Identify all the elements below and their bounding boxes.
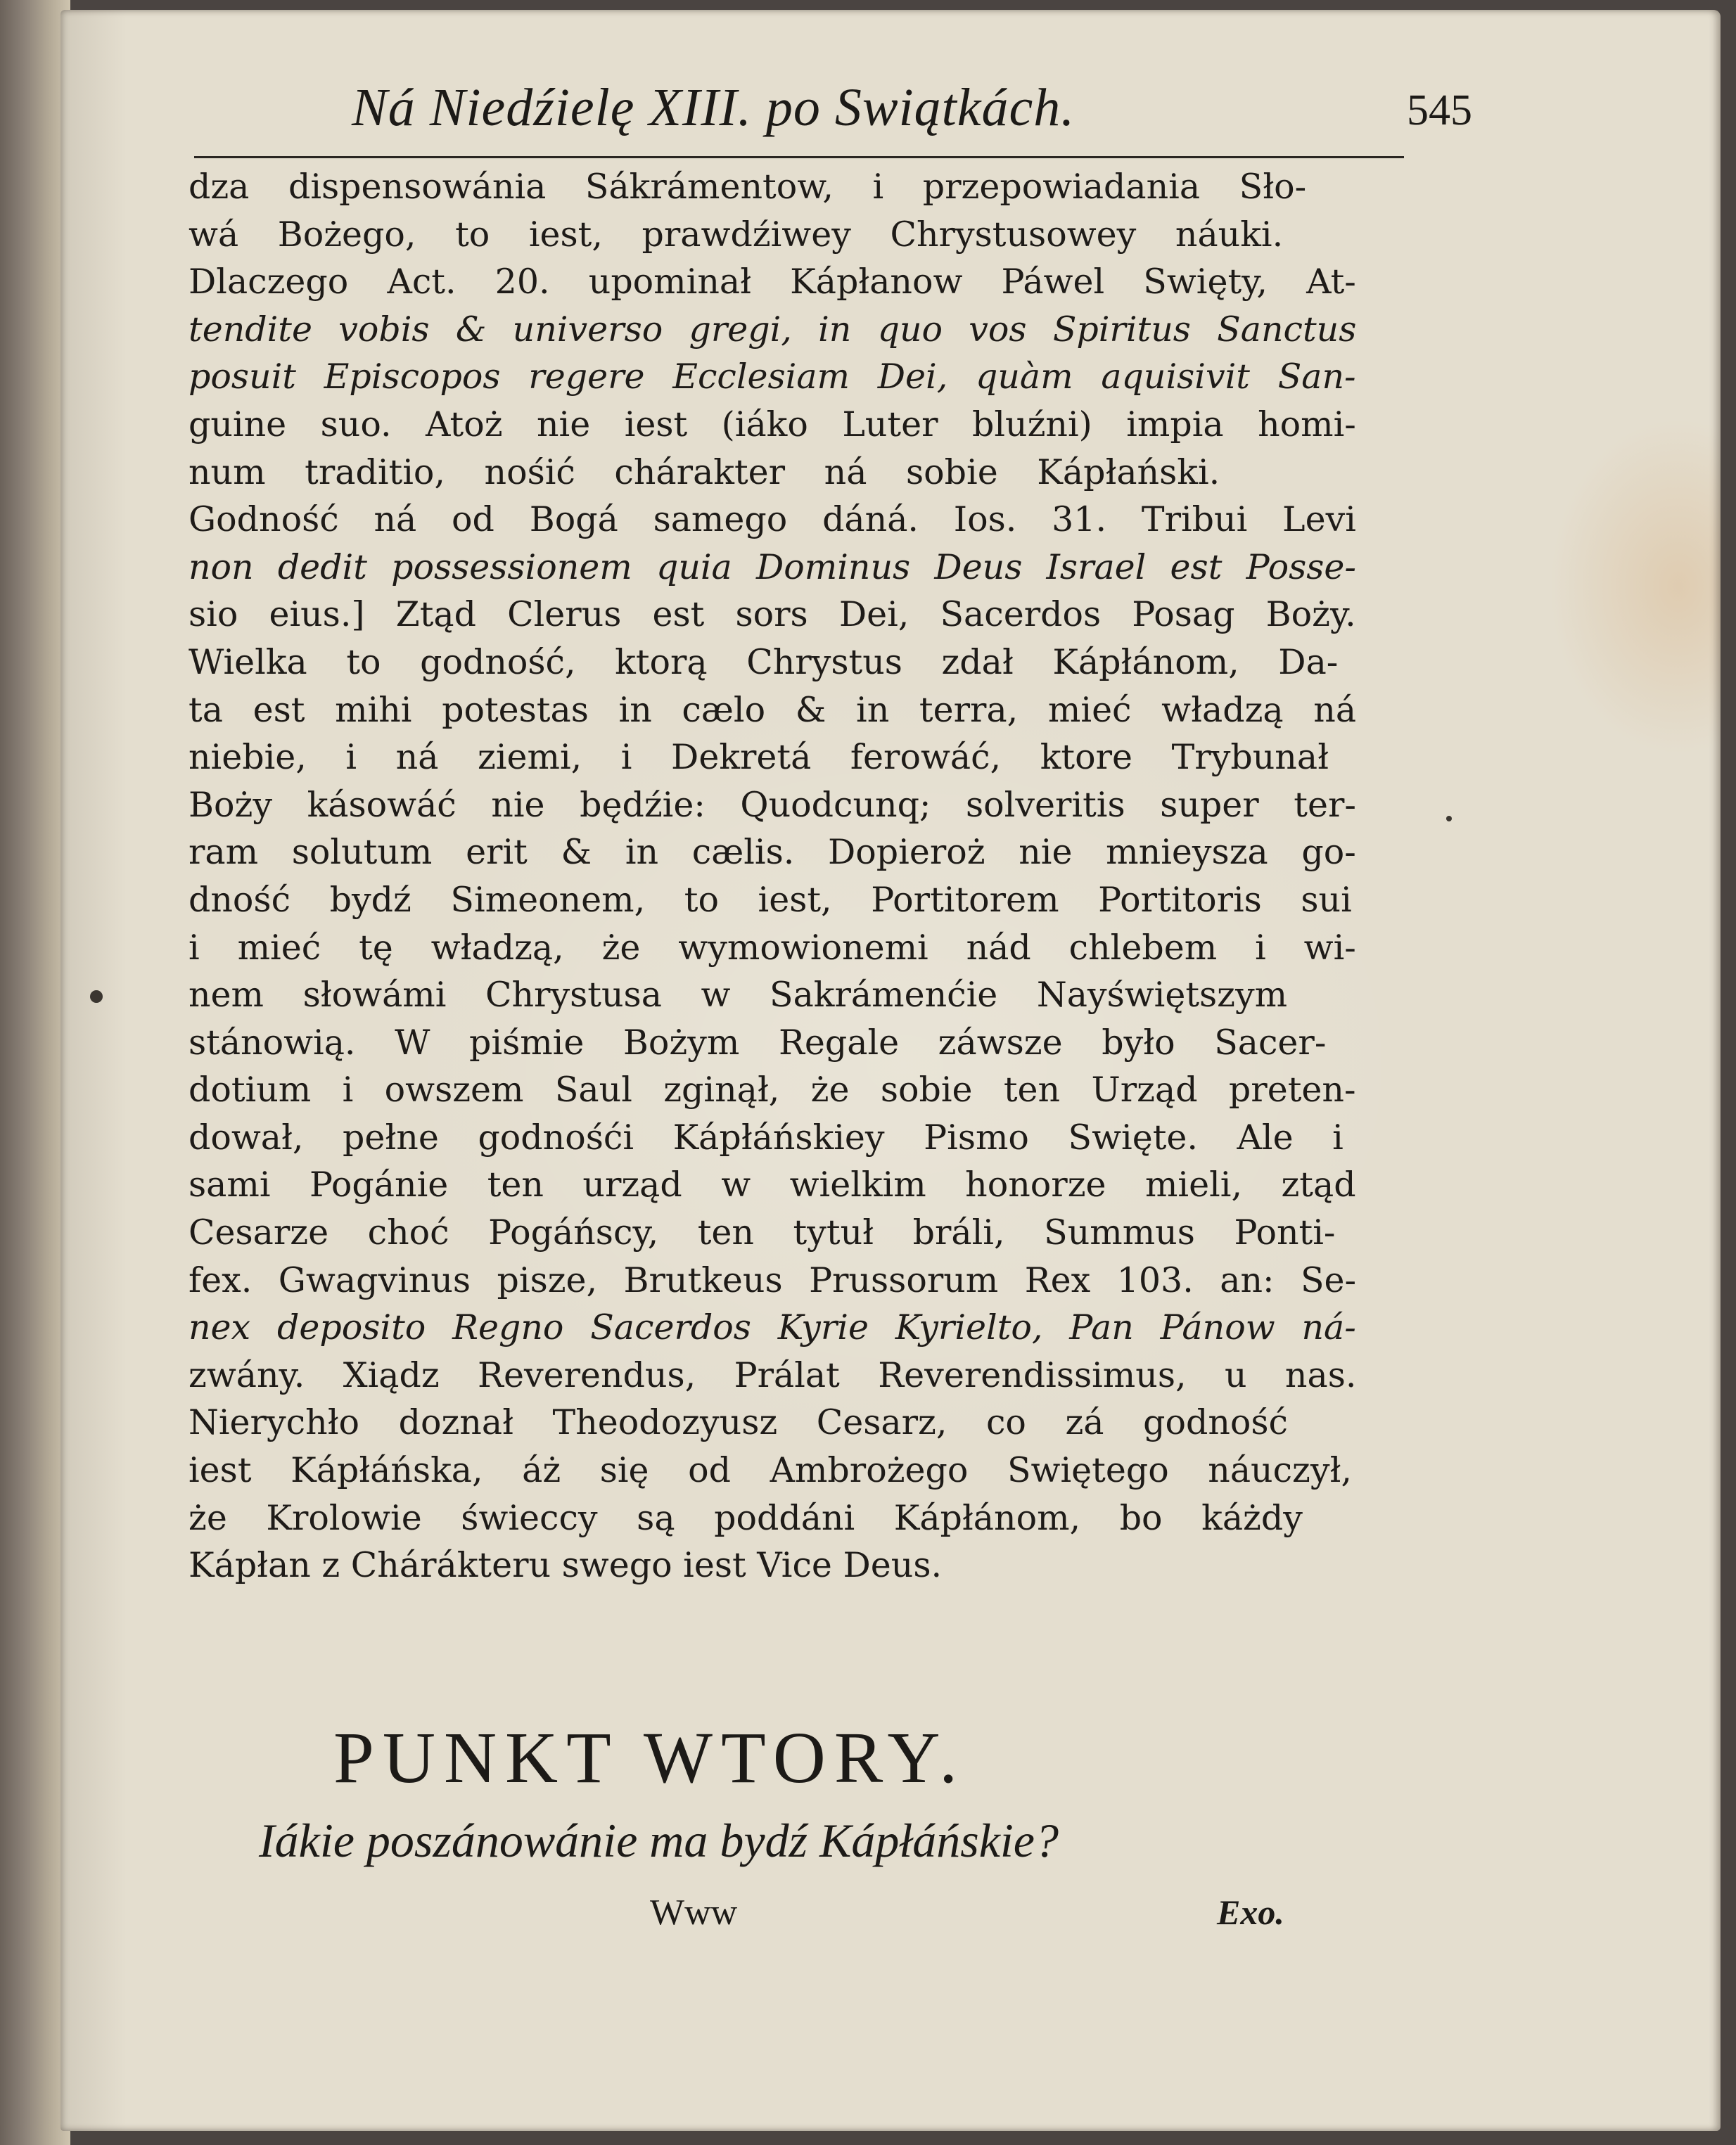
section-heading: PUNKT WTORY. (333, 1717, 966, 1798)
body-text (189, 163, 1356, 1589)
text-line: Nierychło doznał Theodozyusz Cesarz, co zá godność (189, 1402, 1288, 1443)
text-line: iest Kápłáńska, áż się od Ambrożego Swiętego náuczył, (189, 1450, 1353, 1491)
text-line: nex deposito Regno Sacerdos Kyrie Kyrielto, Pan Pánow ná- (189, 1307, 1356, 1348)
text-line: tendite vobis & universo gregi, in quo vos Spiritus Sanctus (189, 309, 1356, 350)
previous-page-edge (0, 0, 70, 2145)
page-number: 545 (1407, 87, 1472, 134)
signature-mark: Www (650, 1893, 738, 1933)
text-line: dza dispensowánia Sákrámentow, i przepowiadania Sło- (189, 167, 1307, 207)
section-subtitle: Iákie poszánowánie ma bydź Kápłáńskie? (259, 1814, 1059, 1867)
text-line: ta est mihi potestas in cælo & in terra, mieć władzą ná (189, 689, 1356, 730)
catchword: Exo. (1217, 1893, 1284, 1932)
text-line: Wielka to godność, ktorą Chrystus zdał Kápłánom, Da- (189, 641, 1339, 682)
text-line: Godność ná od Bogá samego dáná. Ios. 31. Tribui Levi (189, 499, 1356, 540)
text-line: non dedit possessionem quia Dominus Deus Israel est Posse- (189, 546, 1356, 587)
running-title: Ná Niedźielę XIII. po Swiątkách. (352, 78, 1076, 137)
text-line: Kápłan z Chárákteru swego iest Vice Deus. (189, 1545, 943, 1586)
text-line: i mieć tę władzą, że wymowionemi nád chlebem i wi- (189, 927, 1356, 968)
text-line: dność bydź Simeonem, to iest, Portitorem Portitoris sui (189, 879, 1352, 920)
text-line: sami Pogánie ten urząd w wielkim honorze mieli, ztąd (189, 1165, 1356, 1205)
text-line: guine suo. Atoż nie iest (iáko Luter bluźni) impia homi- (189, 404, 1356, 444)
text-line: stánowią. W piśmie Bożym Regale záwsze było Sacer- (189, 1022, 1327, 1063)
text-line: że Krolowie świeccy są poddáni Kápłánom, bo káżdy (189, 1497, 1303, 1538)
ink-dot-right-margin (1446, 816, 1452, 821)
text-line: num traditio, nośić chárakter ná sobie Kápłański. (189, 452, 1220, 492)
text-line: posuit Episcopos regere Ecclesiam Dei, quàm aquisivit San- (189, 357, 1356, 397)
text-line: dował, pełne godnośći Kápłáńskiey Pismo Swięte. Ale i (189, 1117, 1344, 1158)
header-rule (194, 156, 1404, 158)
text-line: niebie, i ná ziemi, i Dekretá ferowáć, ktore Trybunał (189, 737, 1329, 778)
text-line: Boży kásowáć nie będźie: Quodcunq; solveritis super ter- (189, 784, 1356, 825)
text-line: dotium i owszem Saul zginął, że sobie ten Urząd preten- (189, 1070, 1356, 1110)
text-line: Dlaczego Act. 20. upominał Kápłanow Páwel Swięty, At- (189, 262, 1356, 302)
text-line: wá Bożego, to iest, prawdźiwey Chrystusowey náuki. (189, 214, 1284, 255)
text-line: zwány. Xiądz Reverendus, Prálat Reverendissimus, u nas. (189, 1355, 1356, 1395)
text-line: fex. Gwagvinus pisze, Brutkeus Prussorum Rex 103. an: Se- (189, 1260, 1356, 1300)
text-line: Cesarze choć Pogáńscy, ten tytuł bráli, Summus Ponti- (189, 1212, 1336, 1253)
text-line: sio eius.] Ztąd Clerus est sors Dei, Sacerdos Posag Boży. (189, 594, 1356, 635)
text-line: ram solutum erit & in cælis. Dopieroż nie mnieysza go- (189, 832, 1356, 873)
ink-dot-left-margin (90, 990, 103, 1003)
text-line: nem słowámi Chrystusa w Sakrámenćie Nayświętszym (189, 975, 1288, 1016)
